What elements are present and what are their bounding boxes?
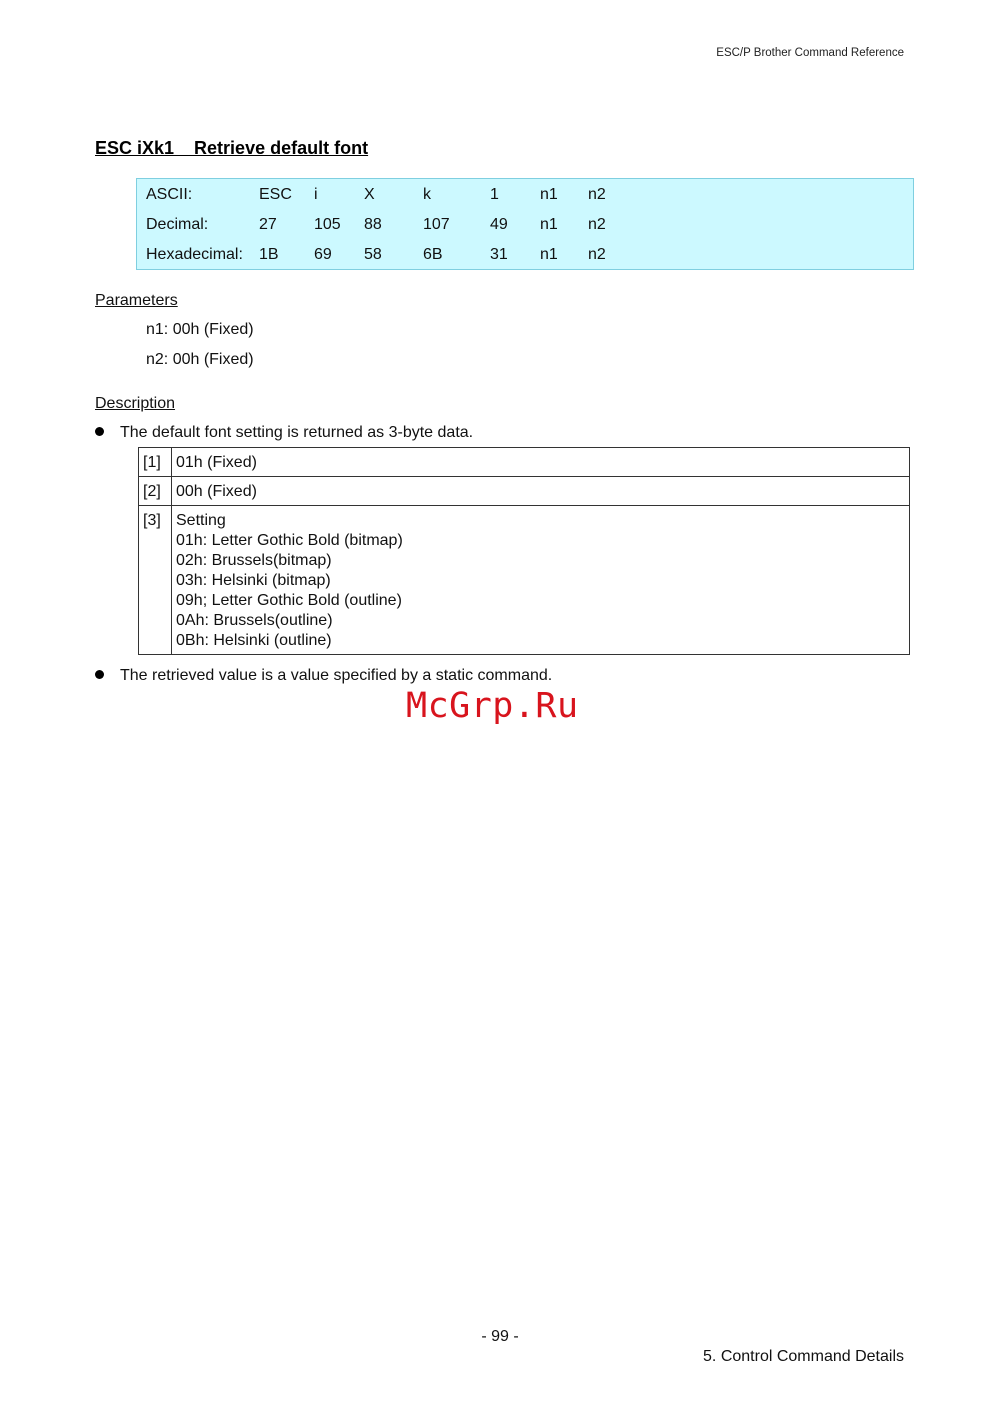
- bullet-text: The default font setting is returned as 3-byte data.: [120, 424, 474, 441]
- decimal-label: Decimal:: [146, 216, 209, 233]
- decimal-value: 107: [423, 216, 450, 233]
- hex-value: 6B: [423, 246, 443, 263]
- byte-line: 0Ah: Brussels(outline): [176, 612, 333, 629]
- ascii-value: n2: [588, 186, 606, 203]
- byte-index: [3]: [139, 506, 172, 655]
- watermark: McGrp.Ru: [406, 686, 579, 726]
- ascii-value: X: [364, 186, 375, 203]
- bullet-icon: [95, 670, 104, 679]
- decimal-value: n2: [588, 216, 606, 233]
- table-row: [139, 506, 910, 655]
- hex-value: 69: [314, 246, 332, 263]
- parameter-item: n1: 00h (Fixed): [146, 321, 254, 338]
- ascii-value: ESC: [259, 186, 292, 203]
- decimal-value: 49: [490, 216, 508, 233]
- table-row: [139, 477, 910, 506]
- command-syntax-box: [136, 178, 914, 270]
- description-heading: Description: [95, 395, 176, 412]
- ascii-label: ASCII:: [146, 186, 193, 203]
- decimal-value: n1: [540, 216, 558, 233]
- ascii-value: 1: [490, 186, 499, 203]
- footer-chapter: 5. Control Command Details: [703, 1348, 904, 1365]
- byte-line: 0Bh: Helsinki (outline): [176, 632, 332, 649]
- ascii-value: i: [314, 186, 318, 203]
- header-reference: ESC/P Brother Command Reference: [716, 47, 904, 59]
- ascii-row: [137, 186, 913, 206]
- table-row: [139, 448, 910, 477]
- hex-row: [137, 246, 913, 266]
- byte-line: 03h: Helsinki (bitmap): [176, 572, 331, 589]
- byte-index: [2]: [139, 477, 172, 506]
- parameters-heading: Parameters: [95, 292, 178, 309]
- decimal-value: 88: [364, 216, 382, 233]
- parameter-item: n2: 00h (Fixed): [146, 351, 254, 368]
- bullet-icon: [95, 427, 104, 436]
- response-table: [138, 447, 910, 655]
- hex-value: 31: [490, 246, 508, 263]
- decimal-row: [137, 216, 913, 236]
- hex-value: 58: [364, 246, 382, 263]
- ascii-value: n1: [540, 186, 558, 203]
- byte-line: Setting: [176, 512, 226, 529]
- bullet-text: The retrieved value is a value specified by a static command.: [120, 667, 553, 684]
- hex-value: n2: [588, 246, 606, 263]
- decimal-value: 27: [259, 216, 277, 233]
- description-bullet: [95, 424, 473, 442]
- byte-value: [172, 448, 910, 477]
- byte-line: 01h (Fixed): [176, 454, 257, 471]
- byte-line: 09h; Letter Gothic Bold (outline): [176, 592, 402, 609]
- hex-label: Hexadecimal:: [146, 246, 243, 263]
- ascii-value: k: [423, 186, 431, 203]
- page-number: - 99 -: [481, 1328, 519, 1345]
- byte-line: 01h: Letter Gothic Bold (bitmap): [176, 532, 403, 549]
- byte-value: [172, 506, 910, 655]
- section-title: ESC iXk1 Retrieve default font: [95, 138, 369, 158]
- byte-value: [172, 477, 910, 506]
- decimal-value: 105: [314, 216, 341, 233]
- byte-line: 02h: Brussels(bitmap): [176, 552, 332, 569]
- byte-index: [1]: [139, 448, 172, 477]
- hex-value: n1: [540, 246, 558, 263]
- byte-line: 00h (Fixed): [176, 483, 257, 500]
- hex-value: 1B: [259, 246, 279, 263]
- description-bullet: [95, 667, 552, 685]
